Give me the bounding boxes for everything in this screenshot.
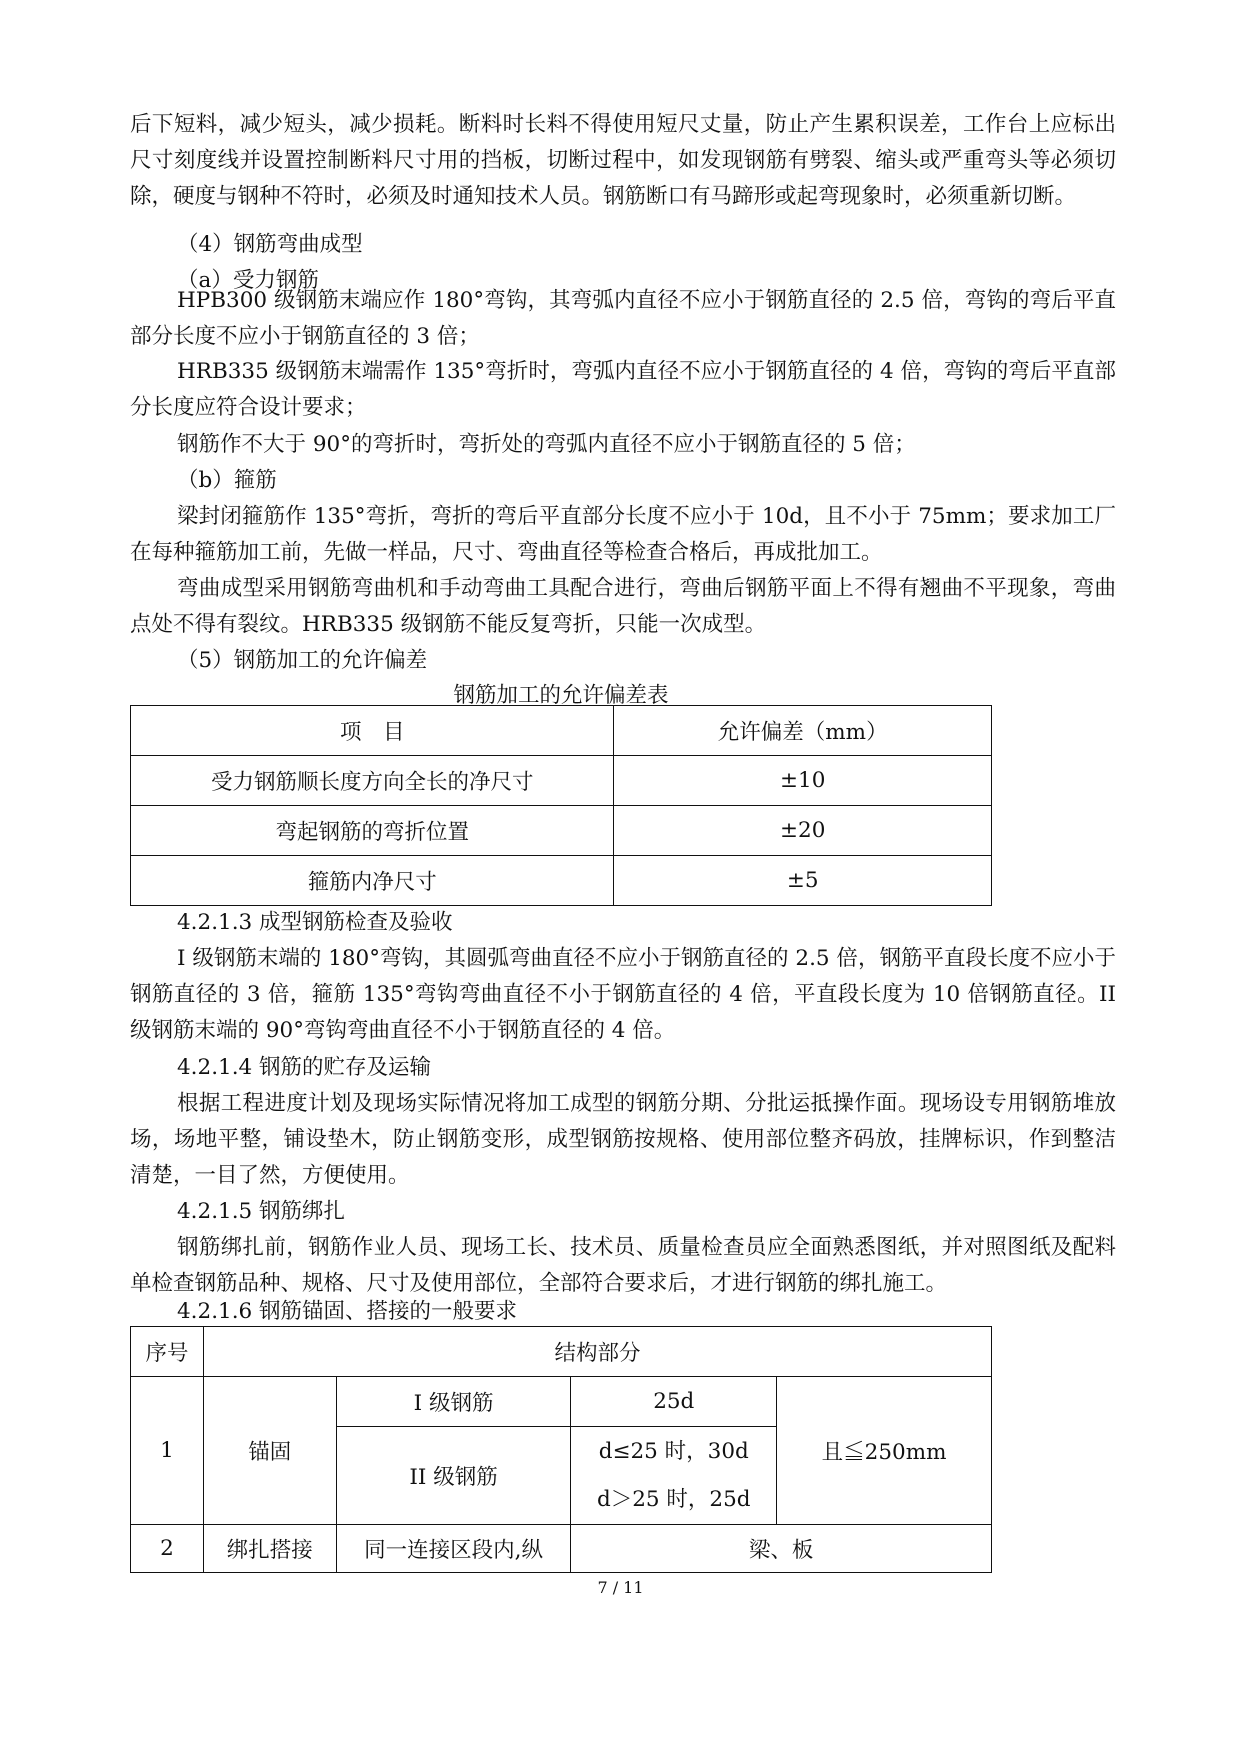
- table-cell: 且≦250mm: [777, 1377, 992, 1525]
- heading-4-2-1-6: 4.2.1.6 钢筋锚固、搭接的一般要求: [177, 1299, 518, 1324]
- table-cell: II 级钢筋: [336, 1427, 571, 1525]
- paragraph-stirrup-bend: 梁封闭箍筋作 135°弯折，弯折的弯后平直部分长度不应小于 10d，且不小于 75mm；要求加工厂在每种箍筋加工前，先做一样品，尺寸、弯曲直径等检查合格后，再成批加工。: [130, 504, 1116, 565]
- table-cell: ±5: [614, 856, 992, 906]
- cell-line: d＞25 时，25d: [596, 1486, 751, 1512]
- table-cell: 锚固: [203, 1377, 336, 1525]
- paragraph-hrb335: HRB335 级钢筋末端需作 135°弯折时，弯弧内直径不应小于钢筋直径的 4 倍，弯钩的弯后平直部分长度应符合设计要求；: [130, 359, 1116, 420]
- page-number: 7 / 11: [597, 1578, 644, 1597]
- table-row: [131, 1525, 992, 1573]
- table-cell: [571, 1427, 777, 1525]
- heading-4-2-1-3: 4.2.1.3 成型钢筋检查及验收: [177, 910, 453, 935]
- header-tolerance: 允许偏差（mm）: [614, 706, 992, 756]
- table-cell: 同一连接区段内,纵: [336, 1525, 571, 1573]
- paragraph-inspection: I 级钢筋末端的 180°弯钩，其圆弧弯曲直径不应小于钢筋直径的 2.5 倍，钢筋平直段长度不应小于钢筋直径的 3 倍，箍筋 135°弯钩弯曲直径不小于钢筋直径的 4 倍，平直段长度为 10 倍钢筋直径。II 级钢筋末端的 90°弯钩弯曲直径不小于钢筋直径的 4 倍。: [130, 946, 1116, 1043]
- heading-stirrups: （b）箍筋: [177, 468, 277, 493]
- table-cell: 梁、板: [571, 1525, 992, 1573]
- table-row: [131, 806, 992, 856]
- table-cell: 受力钢筋顺长度方向全长的净尺寸: [131, 756, 614, 806]
- paragraph-storage: 根据工程进度计划及现场实际情况将加工成型的钢筋分期、分批运抵操作面。现场设专用钢筋堆放场，场地平整，铺设垫木，防止钢筋变形，成型钢筋按规格、使用部位整齐码放，挂牌标识，作到整洁清楚，一目了然，方便使用。: [130, 1091, 1116, 1188]
- heading-4-2-1-5: 4.2.1.5 钢筋绑扎: [177, 1199, 346, 1224]
- cell-line: d≤25 时，30d: [598, 1438, 749, 1464]
- table-row: [131, 856, 992, 906]
- table-cell: 弯起钢筋的弯折位置: [131, 806, 614, 856]
- table-cell: ±10: [614, 756, 992, 806]
- header-item: 项 目: [131, 706, 614, 756]
- table-cell: 箍筋内净尺寸: [131, 856, 614, 906]
- heading-bending: （4）钢筋弯曲成型: [177, 232, 363, 257]
- paragraph-binding: 钢筋绑扎前，钢筋作业人员、现场工长、技术员、质量检查员应全面熟悉图纸，并对照图纸及配料单检查钢筋品种、规格、尺寸及使用部位，全部符合要求后，才进行钢筋的绑扎施工。: [130, 1235, 1116, 1296]
- table-cell: I 级钢筋: [336, 1377, 571, 1427]
- table-cell: 25d: [571, 1377, 777, 1427]
- table-cell: 绑扎搭接: [203, 1525, 336, 1573]
- header-serial: 序号: [131, 1327, 204, 1377]
- table-row: [131, 756, 992, 806]
- tolerance-table: [130, 705, 992, 906]
- heading-tolerance: （5）钢筋加工的允许偏差: [177, 648, 428, 673]
- heading-main-bars: （a）受力钢筋: [177, 268, 319, 293]
- table-row: [131, 1377, 992, 1427]
- table-cell: ±20: [614, 806, 992, 856]
- paragraph-bending-method: 弯曲成型采用钢筋弯曲机和手动弯曲工具配合进行，弯曲后钢筋平面上不得有翘曲不平现象，弯曲点处不得有裂纹。HRB335 级钢筋不能反复弯折，只能一次成型。: [130, 576, 1116, 637]
- table-cell: 1: [131, 1377, 204, 1525]
- paragraph-90-bend: 钢筋作不大于 90°的弯折时，弯折处的弯弧内直径不应小于钢筋直径的 5 倍；: [177, 432, 916, 457]
- table-caption: 钢筋加工的允许偏差表: [453, 683, 669, 708]
- anchorage-table: [130, 1326, 992, 1573]
- table-header-row: [131, 706, 992, 756]
- table-cell: 2: [131, 1525, 204, 1573]
- paragraph-hpb300: HPB300 级钢筋末端应作 180°弯钩，其弯弧内直径不应小于钢筋直径的 2.5 倍，弯钩的弯后平直部分长度不应小于钢筋直径的 3 倍；: [130, 288, 1116, 349]
- header-structure: 结构部分: [203, 1327, 991, 1377]
- table-header-row: [131, 1327, 992, 1377]
- heading-4-2-1-4: 4.2.1.4 钢筋的贮存及运输: [177, 1055, 432, 1080]
- paragraph-cutting: 后下短料，减少短头，减少损耗。断料时长料不得使用短尺丈量，防止产生累积误差，工作台上应标出尺寸刻度线并设置控制断料尺寸用的挡板，切断过程中，如发现钢筋有劈裂、缩头或严重弯头等必须切除，硬度与钢种不符时，必须及时通知技术人员。钢筋断口有马蹄形或起弯现象时，必须重新切断。: [130, 112, 1116, 209]
